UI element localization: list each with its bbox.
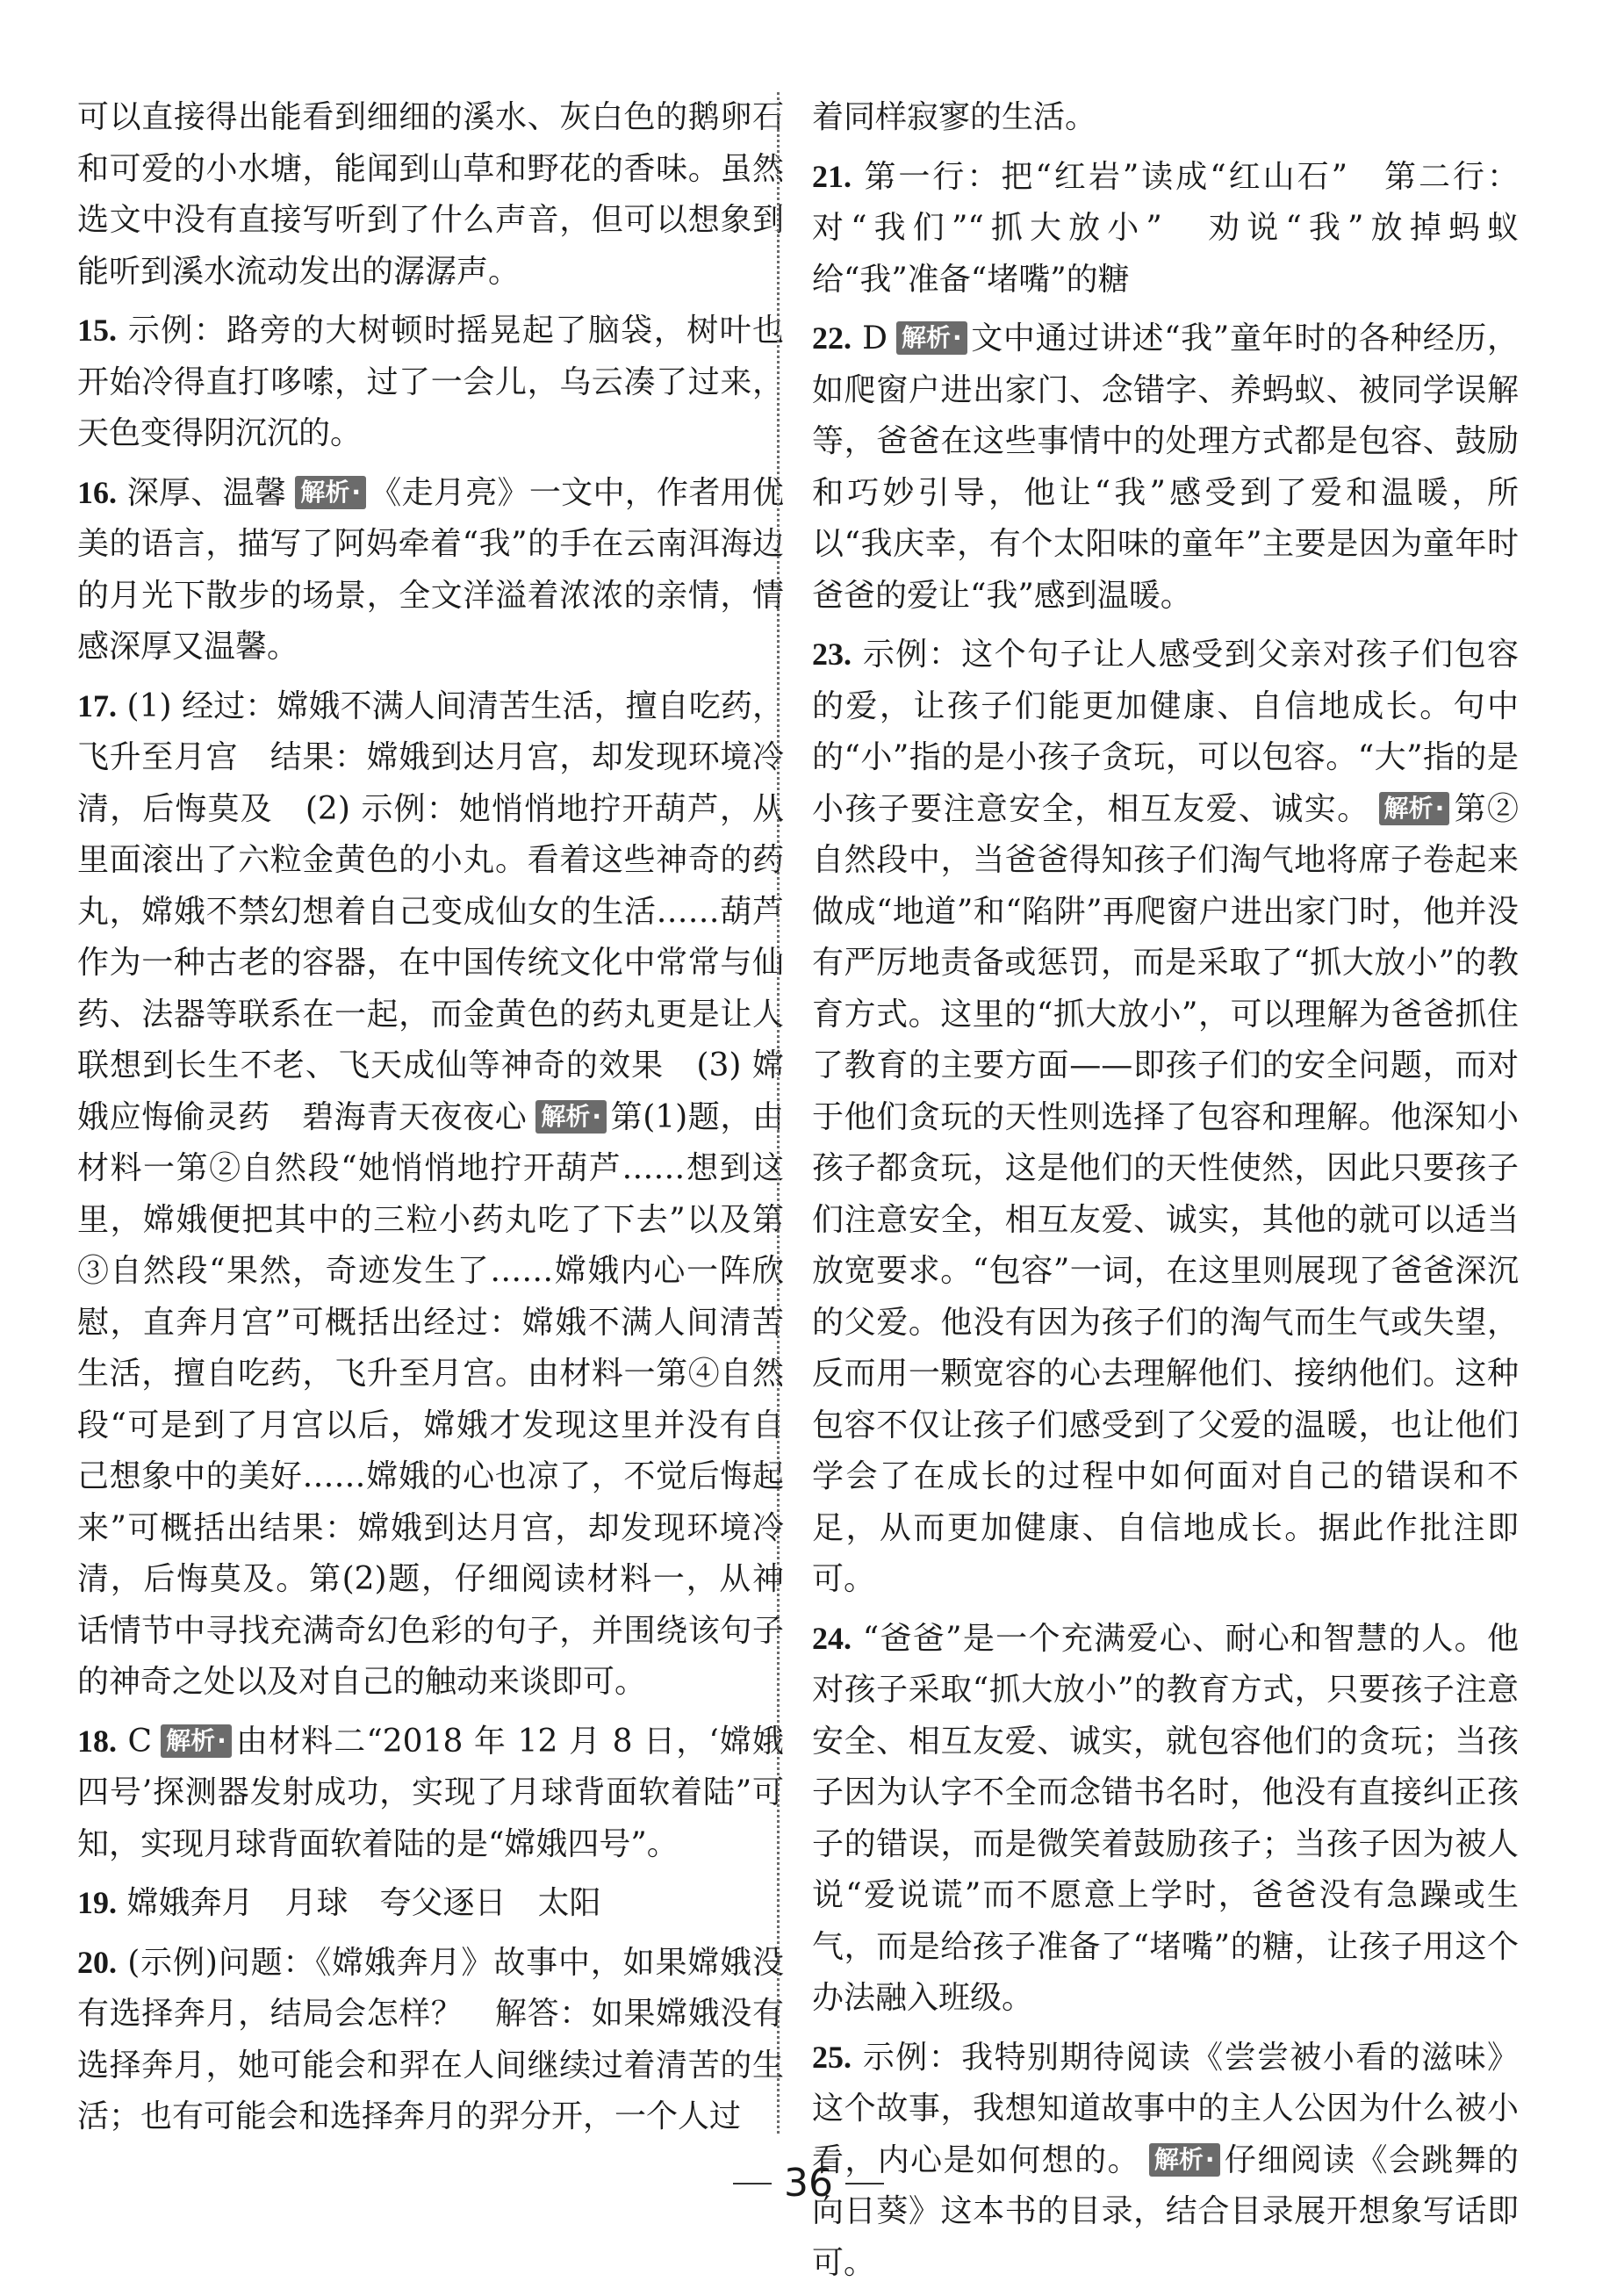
- analysis-badge: 解析 ·: [1149, 2143, 1220, 2177]
- item-number: 25.: [812, 2039, 852, 2075]
- item-number: 20.: [77, 1944, 117, 1980]
- item-number: 19.: [77, 1885, 117, 1920]
- analysis-badge: 解析 ·: [295, 476, 366, 509]
- answer-21: 21. 第一行：把“红岩”读成“红山石” 第二行：对“我们”“抓大放小” 劝说“我”放掉蚂蚁 给“我”准备“堵嘴”的糖: [812, 158, 1551, 298]
- answer-23: 23. 示例：这个句子让人感受到父亲对孩子们包容的爱，让孩子们能更加健康、自信地成长。句中的“小”指的是小孩子贪玩，可以包容。“大”指的是小孩子要注意安全，相互友爱、诚实。 解析 · 第②自然段中，当爸爸得知孩子们淘气地将席子卷起来做成“地道”和“陷阱”再爬窗户进出家门时，他并没有严厉地责备或惩罚，而是采取了“抓大放小”的教育方式。这里的“抓大放小”，可以理解为爸爸抓住了教育的主要方面——即孩子们的安全问题，而对于他们贪玩的天性则选择了包容和理解。他深知小孩子都贪玩，这是他们的天性使然，因此只要孩子们注意安全，相互友爱、诚实，其他的就可以适当放宽要求。“包容”一词，在这里则展现了爸爸深沉的父爱。他没有因为孩子们的淘气而生气或失望，反而用一颗宽容的心去理解他们、接纳他们。这种包容不仅让孩子们感受到了父爱的温暖，也让他们学会了在成长的过程中如何面对自己的错误和不足，从而更加健康、自信地成长。据此作批注即可。: [812, 629, 1519, 1606]
- answer-25: 25. 示例：我特别期待阅读《尝尝被小看的滋味》这个故事，我想知道故事中的主人公因为什么被小看，内心是如何想的。 解析 · 仔细阅读《会跳舞的向日葵》这本书的目录，结合目录展开想象写话即可。: [812, 2032, 1519, 2290]
- answer-24: 24. “爸爸”是一个充满爱心、耐心和智慧的人。他对孩子采取“抓大放小”的教育方式，只要孩子注意安全、相互友爱、诚实，就包容他们的贪玩；当孩子因为认字不全而念错书名时，他没有直接纠正孩子的错误，而是微笑着鼓励孩子；当孩子因为被人说“爱说谎”而不愿意上学时，爸爸没有急躁或生气，而是给孩子准备了“堵嘴”的糖，让孩子用这个办法融入班级。: [812, 1620, 1519, 2016]
- item-number: 15.: [77, 313, 117, 348]
- item-number: 21.: [812, 158, 852, 194]
- answer-19: 19. 嫦娥奔月 月球 夸父逐日 太阳: [77, 1885, 601, 1921]
- column-divider: [777, 92, 780, 2134]
- answer-16: 16. 深厚、温馨 解析 · 《走月亮》一文中，作者用优美的语言，描写了阿妈牵着“我”的手在云南洱海边的月光下散步的场景，全文洋溢着浓浓的亲情，情感深厚又温馨。: [77, 467, 784, 673]
- item-number: 22.: [812, 320, 852, 356]
- answer-14-continuation: 可以直接得出能看到细细的溪水、灰白色的鹅卵石和可爱的小水塘，能闻到山草和野花的香味。虽然选文中没有直接写听到了什么声音，但可以想象到能听到溪水流动发出的潺潺声。: [77, 99, 784, 290]
- page-number-dash-right: [845, 2183, 884, 2184]
- answer-18: 18. C 解析 · 由材料二“2018 年 12 月 8 日，‘嫦娥四号’探测器发射成功，实现了月球背面软着陆”可知，实现月球背面软着陆的是“嫦娥四号”。: [77, 1716, 784, 1871]
- right-column: [812, 92, 1551, 2296]
- answer-20-continuation: 着同样寂寥的生活。: [812, 99, 1097, 135]
- analysis-badge: 解析 ·: [896, 321, 967, 355]
- item-number: 17.: [77, 687, 117, 723]
- answer-15: 15. 示例：路旁的大树顿时摇晃起了脑袋，树叶也开始冷得直打哆嗦，过了一会儿，乌云凑了过来，天色变得阴沉沉的。: [77, 313, 784, 451]
- analysis-badge: 解析 ·: [1379, 792, 1450, 825]
- answer-20: 20. (示例)问题：《嫦娥奔月》故事中，如果嫦娥没有选择奔月，结局会怎样？ 解答：如果嫦娥没有选择奔月，她可能会和羿在人间继续过着清苦的生活；也有可能会和选择奔月的羿分开，一个人过: [77, 1944, 784, 2134]
- item-number: 23.: [812, 637, 852, 672]
- page-number: 36: [0, 2162, 1617, 2206]
- answer-22: 22. D 解析 · 文中通过讲述“我”童年时的各种经历，如爬窗户进出家门、念错字、养蚂蚁、被同学误解等，爸爸在这些事情中的处理方式都是包容、鼓励和巧妙引导，他让“我”感受到了爱和温暖，所以“我庆幸，有个太阳味的童年”主要是因为童年时爸爸的爱让“我”感到温暖。: [812, 313, 1519, 622]
- page-number-dash-left: [733, 2183, 772, 2184]
- answer-17: 17. (1) 经过：嫦娥不满人间清苦生活，擅自吃药，飞升至月宫 结果：嫦娥到达月宫，却发现环境冷清，后悔莫及 (2) 示例：她悄悄地拧开葫芦，从里面滚出了六粒金黄色的小丸。看着这些神奇的药丸，嫦娥不禁幻想着自己变成仙女的生活……葫芦作为一种古老的容器，在中国传统文化中常常与仙药、法器等联系在一起，而金黄色的药丸更是让人联想到长生不老、飞天成仙等神奇的效果 (3) 嫦娥应悔偷灵药 碧海青天夜夜心 解析 · 第(1)题，由材料一第②自然段“她悄悄地拧开葫芦……想到这里，嫦娥便把其中的三粒小药丸吃了下去”以及第③自然段“果然，奇迹发生了……嫦娥内心一阵欣慰，直奔月宫”可概括出经过：嫦娥不满人间清苦生活，擅自吃药，飞升至月宫。由材料一第④自然段“可是到了月宫以后，嫦娥才发现这里并没有自己想象中的美好……嫦娥的心也凉了，不觉后悔起来”可概括出结果：嫦娥到达月宫，却发现环境冷清，后悔莫及。第(2)题，仔细阅读材料一，从神话情节中寻找充满奇幻色彩的句子，并围绕该句子的神奇之处以及对自己的触动来谈即可。: [77, 680, 784, 1709]
- item-number: 16.: [77, 474, 117, 510]
- left-column: [77, 92, 784, 2150]
- item-number: 24.: [812, 1620, 852, 1656]
- item-number: 18.: [77, 1723, 117, 1759]
- analysis-badge: 解析 ·: [535, 1100, 607, 1134]
- analysis-badge: 解析 ·: [161, 1724, 232, 1758]
